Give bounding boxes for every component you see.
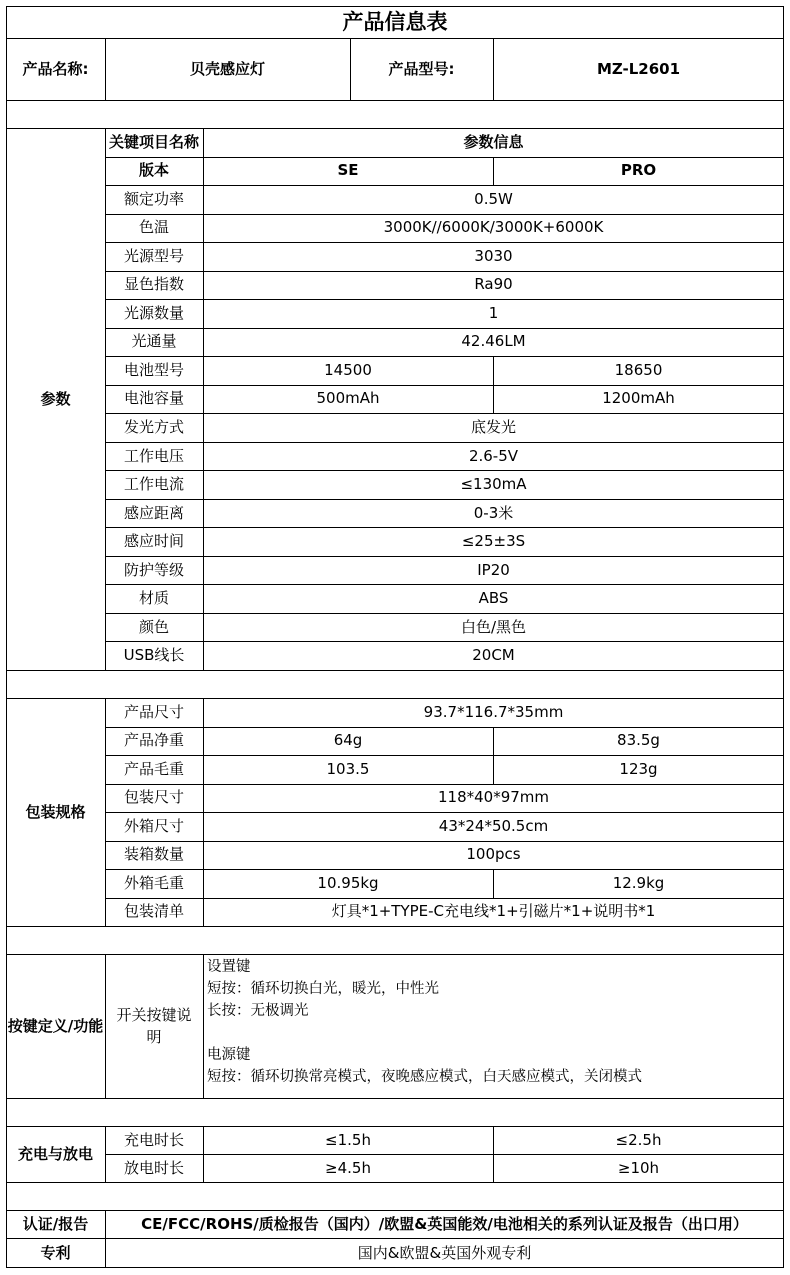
grid-vline xyxy=(105,954,106,1098)
param-value: 0.5W xyxy=(474,189,513,208)
param-label: 色温 xyxy=(138,218,169,237)
product-name-value: 贝壳感应灯 xyxy=(189,59,265,78)
param-label: 光源型号 xyxy=(123,246,184,265)
packaging-value: 43*24*50.5cm xyxy=(438,816,549,835)
cert-label: 认证/报告 xyxy=(22,1214,89,1233)
grid-hline xyxy=(6,670,784,671)
param-value-pro: 18650 xyxy=(614,360,663,379)
param-info-header: 参数信息 xyxy=(463,132,524,151)
param-value-se: 14500 xyxy=(324,360,372,379)
grid-vline xyxy=(203,954,204,1098)
product-name-label: 产品名称: xyxy=(22,59,89,78)
charge-label: 充电时长 xyxy=(123,1130,184,1149)
product-model-value: MZ-L2601 xyxy=(596,59,681,78)
param-value: 白色/黑色 xyxy=(460,617,527,636)
charge-value-pro: ≥10h xyxy=(617,1158,660,1177)
key-item-header: 关键项目名称 xyxy=(108,132,199,151)
buttons-section-label: 按键定义/功能 xyxy=(7,1016,104,1035)
packaging-label: 包装清单 xyxy=(123,902,184,921)
packaging-label: 产品净重 xyxy=(123,731,184,750)
param-value: 42.46LM xyxy=(461,332,526,351)
param-value: 3000K//6000K/3000K+6000K xyxy=(383,218,604,237)
packaging-label: 外箱尺寸 xyxy=(123,816,184,835)
packaging-value: 灯具*1+TYPE-C充电线*1+引磁片*1+说明书*1 xyxy=(331,902,656,921)
grid-hline xyxy=(6,100,784,101)
version-pro: PRO xyxy=(620,161,657,180)
patent-label: 专利 xyxy=(40,1243,71,1262)
button-line-1: 短按：循环切换白光，暖光，中性光 xyxy=(207,981,439,997)
param-label: 电池容量 xyxy=(123,389,184,408)
charge-value-se: ≤1.5h xyxy=(325,1130,371,1149)
param-label: 感应时间 xyxy=(123,532,184,551)
packaging-label: 产品尺寸 xyxy=(123,702,184,721)
param-value: ≤130mA xyxy=(460,475,527,494)
param-value-pro: 1200mAh xyxy=(602,389,675,408)
patent-value: 国内&欧盟&英国外观专利 xyxy=(357,1243,532,1262)
grid-hline xyxy=(6,1098,784,1099)
packaging-label: 外箱毛重 xyxy=(123,873,184,892)
version-label: 版本 xyxy=(138,161,169,180)
param-value: 20CM xyxy=(472,646,515,665)
charge-value-pro: ≤2.5h xyxy=(615,1130,662,1149)
charge-section-label: 充电与放电 xyxy=(17,1144,93,1163)
param-value: ≤25±3S xyxy=(461,532,526,551)
param-label: 工作电流 xyxy=(123,475,184,494)
packaging-value: 118*40*97mm xyxy=(437,788,550,807)
button-line-2: 长按：无极调光 xyxy=(207,1003,309,1019)
param-label: 感应距离 xyxy=(123,503,184,522)
param-label: 光通量 xyxy=(131,332,177,351)
params-section-label: 参数 xyxy=(40,389,71,408)
param-label: 光源数量 xyxy=(123,303,184,322)
button-line-4: 电源键 xyxy=(207,1047,251,1063)
packaging-value-pro: 12.9kg xyxy=(612,873,665,892)
packaging-value-pro: 123g xyxy=(619,759,658,778)
grid-hline xyxy=(6,926,784,927)
param-value: 3030 xyxy=(474,246,513,265)
param-value: IP20 xyxy=(477,560,510,579)
packaging-value-se: 103.5 xyxy=(326,759,370,778)
param-label: 防护等级 xyxy=(123,560,184,579)
button-line-0: 设置键 xyxy=(207,959,251,975)
page-title: 产品信息表 xyxy=(342,9,448,34)
packaging-value: 100pcs xyxy=(466,845,521,864)
param-value: Ra90 xyxy=(474,275,513,294)
param-value: 1 xyxy=(488,303,499,322)
param-label: 额定功率 xyxy=(123,189,184,208)
switch-button-desc-label: 开关按键说明 xyxy=(116,1006,192,1046)
cert-value: CE/FCC/ROHS/质检报告（国内）/欧盟&英国能效/电池相关的系列认证及报告（出口用） xyxy=(141,1214,748,1233)
param-label: 发光方式 xyxy=(123,418,184,436)
param-value: 底发光 xyxy=(470,418,516,436)
param-value: 0-3米 xyxy=(473,503,514,522)
param-label: USB线长 xyxy=(123,646,185,665)
param-label: 电池型号 xyxy=(123,360,184,379)
param-value: 2.6-5V xyxy=(468,446,519,465)
charge-label: 放电时长 xyxy=(123,1158,184,1177)
version-se: SE xyxy=(337,161,359,180)
packaging-label: 装箱数量 xyxy=(123,845,184,864)
product-model-label: 产品型号: xyxy=(388,59,455,78)
packaging-value: 93.7*116.7*35mm xyxy=(423,702,564,721)
packaging-value-pro: 83.5g xyxy=(617,731,660,750)
packaging-label: 产品毛重 xyxy=(123,759,184,778)
param-label: 颜色 xyxy=(138,617,169,636)
button-line-5: 短按：循环切换常亮模式，夜晚感应模式，白天感应模式，关闭模式 xyxy=(207,1069,642,1085)
charge-value-se: ≥4.5h xyxy=(325,1158,371,1177)
packaging-value-se: 64g xyxy=(333,731,363,750)
param-label: 材质 xyxy=(138,589,169,608)
param-label: 显色指数 xyxy=(123,275,184,294)
param-label: 工作电压 xyxy=(123,446,184,465)
param-value: ABS xyxy=(478,589,509,608)
packaging-label: 包装尺寸 xyxy=(123,788,184,807)
param-value-se: 500mAh xyxy=(316,389,380,408)
grid-hline xyxy=(6,1182,784,1183)
packaging-section-label: 包装规格 xyxy=(25,802,86,821)
packaging-value-se: 10.95kg xyxy=(317,873,379,892)
